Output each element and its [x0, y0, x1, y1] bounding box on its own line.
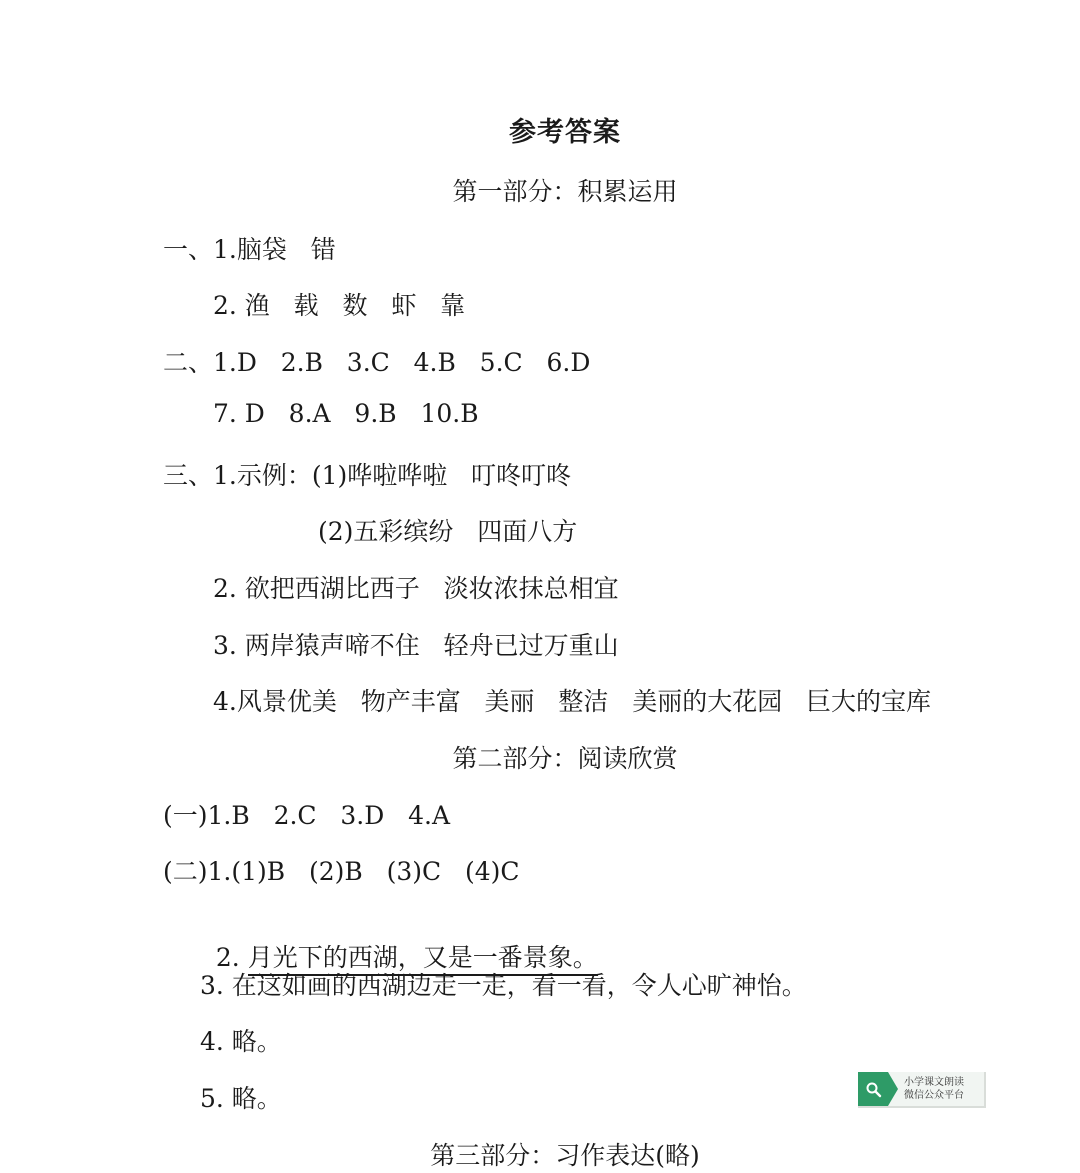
- answer-line: 4. 略。: [200, 1027, 282, 1056]
- answer-line: 7. D 8.A 9.B 10.B: [213, 399, 479, 428]
- watermark-line2: 微信公众平台: [904, 1090, 964, 1101]
- answer-line: 3. 两岸猿声啼不住 轻舟已过万重山: [213, 631, 619, 660]
- answer-line: (二)1.(1)B (2)B (3)C (4)C: [163, 857, 520, 886]
- answer-line: 二、1.D 2.B 3.C 4.B 5.C 6.D: [163, 348, 591, 377]
- section-heading-part2: 第二部分：阅读欣赏: [452, 744, 678, 773]
- watermark-badge: [858, 1072, 986, 1108]
- underlined-answer: 月光下的西湖，又是一番景象。: [248, 943, 598, 976]
- answer-line: 2. 渔 载 数 虾 靠: [213, 291, 466, 320]
- page-title: 参考答案: [509, 117, 621, 148]
- answer-line: 三、1.示例：(1)哗啦哗啦 叮咚叮咚: [163, 461, 572, 490]
- answer-line: (一)1.B 2.C 3.D 4.A: [163, 801, 451, 830]
- answer-line: 4.风景优美 物产丰富 美丽 整洁 美丽的大花园 巨大的宝库: [213, 687, 932, 716]
- section-heading-part1: 第一部分：积累运用: [452, 177, 678, 206]
- answer-line: 3. 在这如画的西湖边走一走，看一看，令人心旷神怡。: [200, 971, 807, 1000]
- answer-line: (2)五彩缤纷 四面八方: [318, 517, 578, 546]
- answer-line: 5. 略。: [200, 1084, 282, 1113]
- search-icon: [858, 1072, 888, 1106]
- answer-number: 2.: [215, 943, 248, 972]
- answer-line: [200, 909, 598, 974]
- section-heading-part3: 第三部分：习作表达(略): [430, 1141, 700, 1170]
- answer-line: 2. 欲把西湖比西子 淡妆浓抹总相宜: [213, 574, 619, 603]
- watermark-line1: 小学课文朗读: [904, 1077, 964, 1088]
- answer-line: 一、1.脑袋 错: [163, 235, 336, 264]
